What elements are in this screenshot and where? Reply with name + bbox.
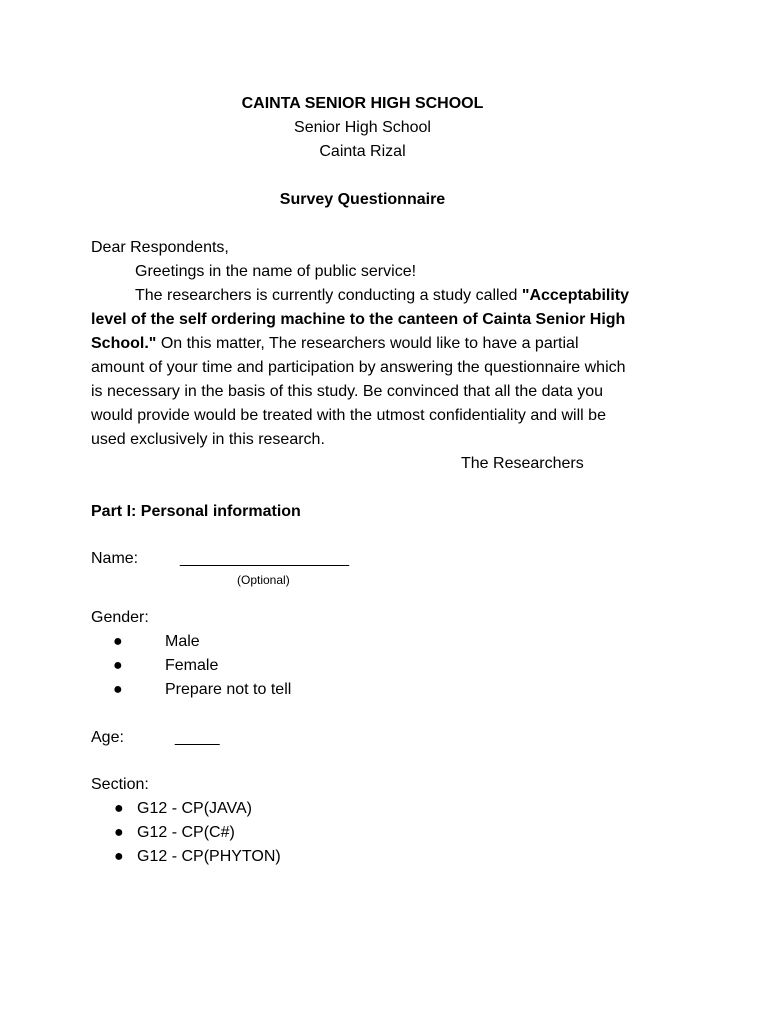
school-name: CAINTA SENIOR HIGH SCHOOL: [241, 95, 484, 112]
greeting: Greetings in the name of public service!: [135, 263, 417, 280]
name-blank[interactable]: ___________________: [180, 550, 350, 567]
school-level: Senior High School: [294, 119, 431, 136]
gender-label: Gender:: [91, 609, 149, 626]
section-option-csharp[interactable]: G12 - CP(C#): [137, 824, 235, 841]
name-optional-note: (Optional): [237, 573, 290, 587]
age-blank[interactable]: _____: [175, 729, 220, 746]
section-bullet-python: ●: [114, 848, 124, 865]
document-title: Survey Questionnaire: [279, 191, 446, 208]
body-text-1: On this matter, The researchers would like to have a partial: [156, 335, 579, 352]
gender-option-female[interactable]: Female: [165, 657, 219, 674]
study-title-part-1: "Acceptability: [521, 287, 630, 304]
gender-bullet-prefer-not: ●: [113, 681, 123, 698]
body-text-3: is necessary in the basis of this study. Be convinced that all the data you: [91, 383, 603, 400]
salutation: Dear Respondents,: [91, 239, 229, 256]
study-title-part-3: School.": [91, 335, 157, 352]
letter-line-1: [135, 286, 629, 306]
section-label: Section:: [91, 776, 149, 793]
section-bullet-java: ●: [114, 800, 124, 817]
school-location: Cainta Rizal: [319, 143, 406, 160]
body-text-5: used exclusively in this research.: [91, 431, 325, 448]
part1-heading: Part I: Personal information: [91, 503, 301, 520]
study-title-part-2: level of the self ordering machine to the canteen of Cainta Senior High: [91, 311, 626, 328]
section-option-python[interactable]: G12 - CP(PHYTON): [137, 848, 281, 865]
signature: The Researchers: [461, 455, 584, 472]
gender-bullet-female: ●: [113, 657, 123, 674]
intro-text: The researchers is currently conducting a study called: [135, 287, 522, 304]
section-bullet-csharp: ●: [114, 824, 124, 841]
body-text-4: would provide would be treated with the utmost confidentiality and will be: [91, 407, 606, 424]
gender-option-male[interactable]: Male: [165, 633, 200, 650]
gender-bullet-male: ●: [113, 633, 123, 650]
age-label: Age:: [91, 729, 124, 746]
name-label: Name:: [91, 550, 139, 567]
section-option-java[interactable]: G12 - CP(JAVA): [137, 800, 252, 817]
letter-line-3: [91, 334, 579, 354]
body-text-2: amount of your time and participation by answering the questionnaire which: [91, 359, 626, 376]
gender-option-prefer-not[interactable]: Prepare not to tell: [165, 681, 292, 698]
